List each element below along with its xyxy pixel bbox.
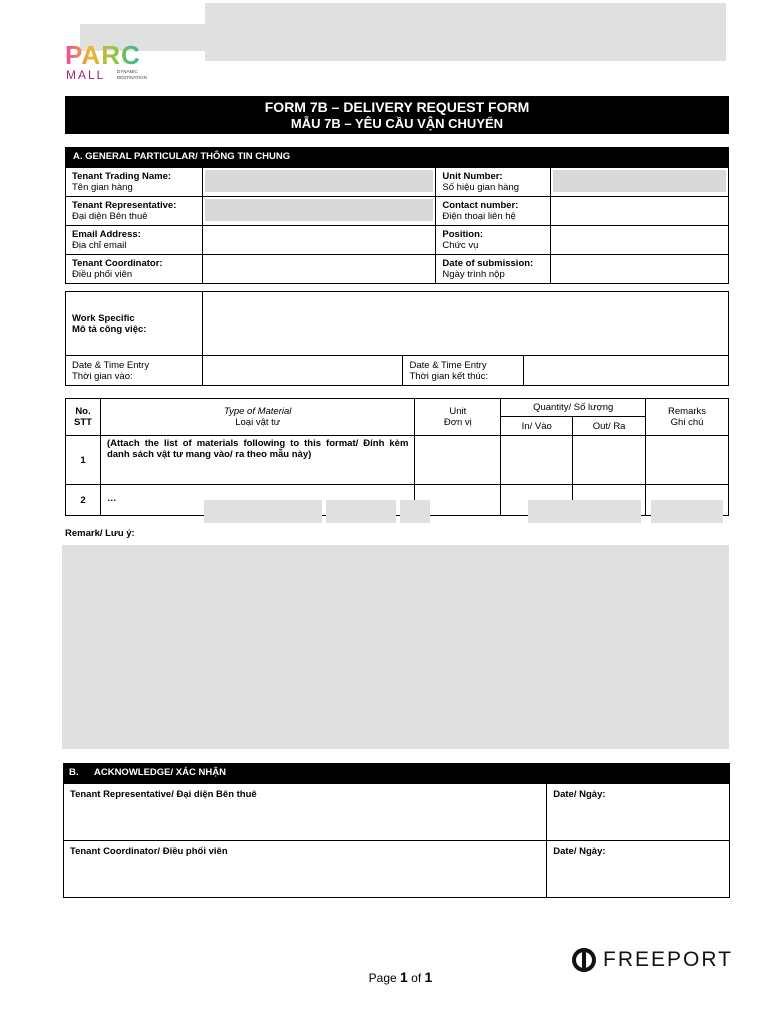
remark-area[interactable] [62,545,729,749]
remark-label: Remark/ Lưu ý: [65,528,135,539]
work-specific-table [65,291,729,386]
tenant-trading-name-label: Tenant Trading Name: Tên gian hàng [66,168,203,197]
exit-time-label: Date & Time Entry Thời gian kết thúc: [403,356,524,386]
exit-time-field[interactable] [524,356,729,386]
redaction-box [205,3,726,61]
date-of-submission-label: Date of submission: Ngày trình nộp [436,255,551,284]
general-particular-table [65,167,729,284]
col-header-unit: Unit Đơn vị [415,399,501,436]
position-field[interactable] [551,226,729,255]
logo-parc-text: PARC [65,40,141,70]
coordinator-date-cell[interactable]: Date/ Ngày: [547,841,730,898]
tenant-representative-label: Tenant Representative: Đại diện Bên thuê [66,197,203,226]
tenant-representative-sign-cell[interactable]: Tenant Representative/ Đại diện Bên thuê [64,784,547,841]
unit-number-label: Unit Number: Số hiệu gian hàng [436,168,551,197]
position-label: Position: Chức vụ [436,226,551,255]
parc-mall-logo [65,42,165,84]
date-of-submission-field[interactable] [551,255,729,284]
redaction-box [400,500,430,523]
materials-table [65,398,729,516]
col-header-out: Out/ Ra [573,417,646,436]
freeport-mark-icon [571,946,597,974]
acknowledge-table [63,783,730,898]
col-header-type: Type of Material Loại vật tư [100,399,414,436]
unit-cell[interactable] [415,436,501,485]
redaction-box [326,500,396,523]
redaction-box [204,500,322,523]
work-specific-field[interactable] [202,292,728,356]
logo-mall-text: MALL [66,68,106,82]
representative-date-cell[interactable]: Date/ Ngày: [547,784,730,841]
unit-number-field[interactable] [551,168,729,197]
freeport-wordmark: FREEPORT [603,948,733,971]
page-number: Page 1 of 1 [368,969,433,985]
form-subtitle: MẪU 7B – YÊU CẦU VẬN CHUYỂN [290,116,504,131]
redaction-box [651,500,723,523]
tenant-coordinator-field[interactable] [202,255,436,284]
email-address-label: Email Address: Địa chỉ email [66,226,203,255]
contact-number-field[interactable] [551,197,729,226]
section-b-heading: B. ACKNOWLEDGE/ XÁC NHẬN [63,763,730,783]
tenant-representative-field[interactable] [202,197,436,226]
redaction-box [528,500,641,523]
freeport-logo [571,946,731,976]
col-header-in: In/ Vào [501,417,573,436]
logo-tagline-1: DYNAMIC [117,69,138,74]
email-address-field[interactable] [202,226,436,255]
table-row [66,436,729,485]
row-number: 1 [66,436,101,485]
form-title-bar [65,96,729,134]
form-title: FORM 7B – DELIVERY REQUEST FORM [264,99,530,115]
logo-tagline-2: DESTINATION [117,75,147,80]
tenant-coordinator-label: Tenant Coordinator: Điều phối viên [66,255,203,284]
col-header-no: No. STT [66,399,101,436]
row-number: 2 [66,485,101,516]
out-cell[interactable] [573,436,646,485]
remarks-cell[interactable] [646,436,729,485]
material-type-cell[interactable]: … [100,485,414,516]
col-header-remarks: Remarks Ghi chú [646,399,729,436]
col-header-quantity: Quantity/ Số lượng [501,399,646,417]
material-type-cell[interactable]: (Attach the list of materials following to this format/ Đính kèm danh sách vật tư mang vào/ ra theo mẫu này) [100,436,414,485]
tenant-trading-name-field[interactable] [202,168,436,197]
entry-time-field[interactable] [202,356,403,386]
contact-number-label: Contact number: Điện thoại liên hệ [436,197,551,226]
section-a-heading: A. GENERAL PARTICULAR/ THÔNG TIN CHUNG [65,147,729,167]
tenant-coordinator-sign-cell[interactable]: Tenant Coordinator/ Điều phối viên [64,841,547,898]
in-cell[interactable] [501,436,573,485]
work-specific-label: Work Specific Mô tả công việc: [66,292,203,356]
entry-time-label: Date & Time Entry Thời gian vào: [66,356,203,386]
